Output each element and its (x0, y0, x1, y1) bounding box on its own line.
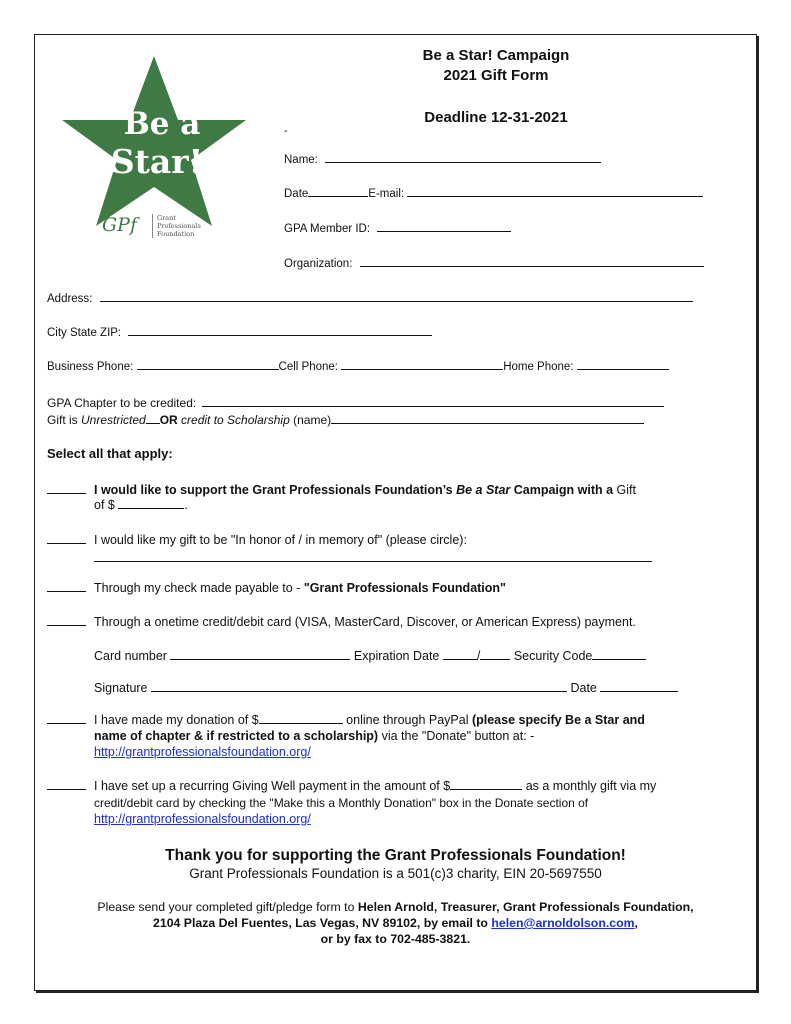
comma: , (634, 916, 638, 930)
org-name-line: Foundation (157, 230, 195, 238)
security-code-line[interactable] (592, 648, 646, 660)
mailing-line-1 (40, 899, 751, 915)
expiration-month-line[interactable] (443, 648, 477, 660)
city-state-zip-field[interactable] (47, 323, 432, 339)
option-honor (47, 532, 467, 548)
card-number-line[interactable] (170, 648, 350, 660)
cell-phone-label: Cell Phone: (278, 361, 338, 373)
organization-field[interactable] (284, 254, 704, 270)
slash: / (476, 649, 481, 663)
paypal-instructions: (please specify Be a Star and (471, 713, 645, 727)
option-checkbox-line[interactable] (47, 712, 86, 724)
paypal-donate-text: via the "Donate" button at: - (378, 729, 535, 743)
thank-you-message: Thank you for supporting the Grant Professionals Foundation! (165, 847, 626, 864)
expiration-year-line[interactable] (480, 648, 510, 660)
option-paypal (47, 712, 747, 728)
org-name-line: Grant (157, 214, 176, 222)
chapter-label: GPA Chapter to be credited: (47, 396, 197, 410)
support-amount-line[interactable] (118, 498, 184, 509)
honor-text: I would like my gift to be "In honor of / in memory of" (please circle): (94, 533, 467, 547)
gift-is-label: Gift is (47, 413, 82, 427)
recurring-amount-line[interactable] (450, 779, 522, 790)
card-number-label: Card number (94, 649, 167, 663)
member-id-label: GPA Member ID: (284, 223, 371, 235)
scholarship-name-line[interactable] (331, 411, 644, 424)
recurring-line2 (94, 795, 588, 811)
paypal-link[interactable]: http://grantprofessionalsfoundation.org/ (94, 745, 311, 759)
address-line[interactable] (100, 289, 693, 302)
card-details-row (94, 648, 646, 664)
paypal-line2 (94, 728, 534, 744)
email-link[interactable]: helen@arnoldolson.com (491, 916, 635, 930)
expiration-label: Expiration Date (353, 649, 440, 663)
deadline: Deadline 12-31-2021 (424, 109, 568, 126)
phones-row (47, 357, 669, 373)
chapter-field[interactable] (47, 394, 664, 410)
organization-label: Organization: (284, 258, 353, 270)
paypal-link-row (94, 744, 311, 760)
support-amount[interactable] (94, 497, 188, 513)
city-state-zip-label: City State ZIP: (47, 327, 122, 339)
date-line[interactable] (308, 184, 368, 197)
address-text: 2104 Plaza Del Fuentes, Las Vegas, NV 89102, by email to (153, 916, 492, 930)
address-label: Address: (47, 293, 93, 305)
gpf-org-name (152, 214, 201, 238)
form-subtitle: 2021 Gift Form (443, 67, 549, 84)
signature-date-label: Date (570, 681, 597, 695)
option-check (47, 580, 506, 596)
address-field[interactable] (47, 289, 693, 305)
paypal-instructions-2: name of chapter & if restricted to a scholarship) (94, 729, 379, 743)
recurring-link[interactable]: http://grantprofessionalsfoundation.org/ (94, 812, 311, 826)
recurring-text-2: as a monthly gift via my (522, 779, 657, 793)
name-field[interactable] (284, 150, 601, 166)
organization-line[interactable] (360, 254, 704, 267)
paypal-text-2: online through PayPal (342, 713, 472, 727)
business-phone-line[interactable] (137, 357, 279, 370)
email-label: E-mail: (368, 188, 405, 200)
date-email-row (284, 184, 703, 200)
period: . (184, 498, 188, 512)
unrestricted-label: Unrestricted (81, 413, 146, 427)
recurring-text: I have set up a recurring Giving Well payment in the amount of $ (94, 779, 451, 793)
business-phone-label: Business Phone: (47, 361, 134, 373)
option-recurring (47, 778, 757, 794)
unrestricted-line[interactable] (146, 411, 160, 424)
recurring-text-3: credit/debit card by checking the "Make this a Monthly Donation" box in the Donate section of (94, 796, 589, 810)
name-label: Name: (284, 154, 318, 166)
logo-text-line1: Be a (123, 106, 201, 142)
org-name-line: Professionals (157, 222, 201, 230)
signature-line[interactable] (151, 680, 567, 692)
member-id-field[interactable] (284, 219, 511, 235)
dash-mark: - (284, 125, 288, 137)
logo-text-line2: Star! (110, 142, 204, 181)
gpf-initials: GPf (102, 214, 137, 236)
card-text: Through a onetime credit/debit card (VISA, MasterCard, Discover, or American Express) payment. (94, 615, 636, 629)
scholarship-label: credit to Scholarship (177, 413, 290, 427)
charity-info: Grant Professionals Foundation is a 501(c)3 charity, EIN 20-5697550 (189, 866, 602, 881)
cell-phone-line[interactable] (341, 357, 503, 370)
support-text-3: Gift (613, 483, 636, 497)
email-line[interactable] (407, 184, 703, 197)
option-checkbox-line[interactable] (47, 580, 86, 592)
option-card (47, 614, 636, 630)
signature-row (94, 680, 678, 696)
mailing-instructions (40, 899, 751, 947)
form-title: Be a Star! Campaign (422, 47, 570, 64)
home-phone-label: Home Phone: (503, 361, 574, 373)
option-support (47, 482, 747, 498)
support-italic: Be a Star (456, 483, 511, 497)
option-checkbox-line[interactable] (47, 482, 86, 494)
option-checkbox-line[interactable] (47, 532, 86, 544)
check-text: Through my check made payable to - (94, 581, 304, 595)
honor-name-line[interactable] (94, 561, 652, 562)
option-checkbox-line[interactable] (47, 614, 86, 626)
signature-label: Signature (94, 681, 148, 695)
mailing-line-2 (40, 915, 751, 931)
security-code-label: Security Code (513, 649, 593, 663)
option-checkbox-line[interactable] (47, 778, 86, 790)
or-label: OR (159, 413, 178, 427)
paypal-text: I have made my donation of $ (94, 713, 259, 727)
date-label: Date (284, 188, 309, 200)
recurring-link-row (94, 811, 311, 827)
fax-text: or by fax to 702-485-3821. (320, 932, 471, 946)
scholarship-name-label: (name) (289, 413, 332, 427)
name-line[interactable] (325, 150, 601, 163)
member-id-line[interactable] (377, 219, 511, 232)
paypal-amount-line[interactable] (259, 713, 343, 724)
city-state-zip-line[interactable] (128, 323, 432, 336)
treasurer-name: Helen Arnold, Treasurer, Grant Professionals Foundation, (357, 900, 694, 914)
support-of-label: of $ (94, 498, 115, 512)
support-text-2: Campaign with a (510, 483, 614, 497)
gift-type-field[interactable] (47, 411, 644, 427)
select-heading: Select all that apply: (47, 446, 173, 461)
chapter-line[interactable] (202, 394, 664, 407)
check-payee: "Grant Professionals Foundation" (303, 581, 506, 595)
home-phone-line[interactable] (577, 357, 669, 370)
be-a-star-logo (54, 54, 254, 254)
support-text: I would like to support the Grant Professionals Foundation’s (94, 483, 457, 497)
send-text: Please send your completed gift/pledge form to (97, 900, 358, 914)
signature-date-line[interactable] (600, 680, 678, 692)
